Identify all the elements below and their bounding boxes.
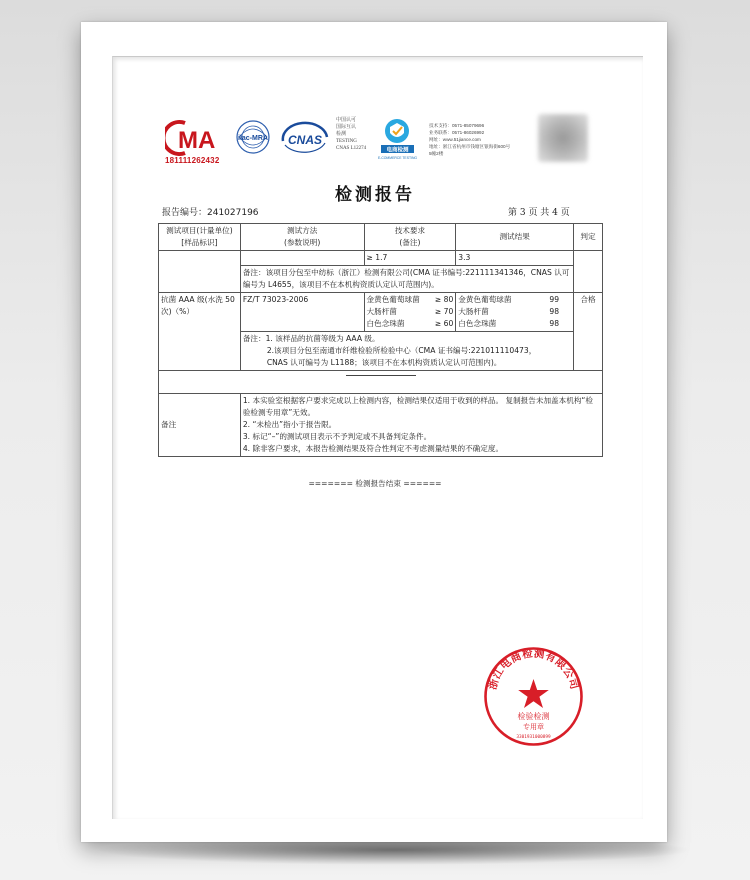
table-row — [159, 251, 603, 266]
seal-serial: 3301931000899 — [516, 735, 551, 740]
note2 — [240, 332, 573, 371]
header-req-sub: (备注) — [399, 238, 421, 247]
remark-line: 3. 标记“–”的测试项目表示不予判定或不具备判定条件。 — [242, 432, 432, 441]
header-result: 测试结果 — [456, 224, 574, 251]
separator-row — [159, 371, 603, 394]
header-item-sub: [样品标识] — [181, 238, 218, 247]
results-table — [158, 223, 603, 457]
report-title: 检测报告 — [335, 185, 415, 205]
ecom-sub: E-COMMERCE TESTING — [377, 156, 418, 160]
row2-method: FZ/T 73023-2006 — [240, 293, 364, 332]
note1: 备注：该项目分包至中纺标（浙江）检测有限公司(CMA 证书编号:221111341346，CNAS 认可编号为 L4655，该项目不在本机构资质认定认可范围内)。 — [240, 266, 573, 293]
official-seal — [482, 645, 585, 748]
result-name: 白色念珠菌 — [458, 319, 497, 328]
contact-line: 5幢2楼 — [429, 151, 444, 156]
row1-req: ≥ 1.7 — [364, 251, 456, 266]
report-end-marker: ======= 检测报告结束 ====== — [308, 479, 442, 488]
note2-line: 2.该项目分包至南通市纤维检验所检验中心（CMA 证书编号:221011110473， — [266, 346, 537, 355]
seal-bottom-text: 专用章 — [523, 723, 544, 731]
table-row — [159, 293, 603, 332]
note2-line: CNAS 认可编号为 L1188；该项目不在本机构资质认定认可范围内)。 — [266, 358, 502, 367]
separator-cell — [159, 371, 603, 394]
req-name: 白色念珠菌 — [366, 319, 405, 328]
report-number: 报告编号：241027196 — [162, 208, 259, 218]
separator-line — [346, 375, 416, 376]
cnas-caption — [336, 117, 366, 152]
remark-line: 2. “未检出”指小于报告限。 — [242, 420, 337, 429]
seal-arc-text: 浙江电商检测有限公司 — [486, 647, 581, 691]
row1-item — [159, 251, 241, 293]
result-val: 98 — [549, 307, 560, 316]
seal-center-text: 检验检测 — [517, 712, 550, 721]
result-name: 金黄色葡萄球菌 — [458, 295, 512, 304]
cnas-logo — [279, 119, 331, 159]
cnas-text: CNAS — [287, 133, 323, 147]
ecom-label: 电商检测 — [386, 147, 409, 154]
header-method-sub: (参数说明) — [284, 238, 321, 247]
cnas-line: 国际互认 — [336, 125, 357, 130]
remark-line: 1. 本实验室根据客户要求完成以上检测内容，检测结果仅适用于收到的样品。 复制报告未加盖本机构“检验检测专用章”无效。 — [242, 396, 593, 417]
header-method-text: 测试方法 — [286, 226, 318, 235]
req-val: ≥ 60 — [434, 319, 454, 328]
result-name: 大肠杆菌 — [458, 307, 489, 316]
contact-info — [429, 122, 510, 157]
header-req-text: 技术要求 — [394, 226, 426, 235]
result-line — [458, 318, 571, 330]
header-item — [159, 224, 241, 251]
cma-logo — [165, 117, 228, 159]
result-val: 98 — [549, 319, 560, 328]
remarks-content — [240, 394, 602, 457]
header-item-text: 测试项目(计量单位) — [166, 226, 233, 235]
note2-line: 备注：1. 该样品的抗菌等级为 AAA 级。 — [242, 334, 380, 343]
ilac-mra-logo — [233, 117, 273, 163]
row2-req — [364, 293, 456, 332]
remarks-row — [159, 394, 603, 457]
cnas-line: TESTING — [336, 139, 357, 144]
contact-line: 业务联系：0571-86026992 — [429, 130, 485, 135]
row1-judge — [574, 251, 603, 293]
table-header-row — [159, 224, 603, 251]
result-line — [458, 306, 571, 318]
row1-method — [240, 251, 364, 266]
req-val: ≥ 70 — [434, 307, 454, 316]
req-val: ≥ 80 — [434, 295, 454, 304]
req-line — [367, 294, 454, 306]
header-method — [240, 224, 364, 251]
row2-judge: 合格 — [574, 293, 603, 371]
cnas-line: 检测 — [336, 132, 347, 137]
header-requirement — [364, 224, 456, 251]
row2-result — [456, 293, 574, 332]
remarks-label: 备注 — [159, 394, 241, 457]
row1-result: 3.3 — [456, 251, 574, 266]
header-judge: 判定 — [574, 224, 603, 251]
contact-line: 地址：浙江省杭州市钱塘区银海街600号 — [429, 144, 511, 149]
contact-line: 网址：www.51jiance.com — [429, 137, 481, 142]
result-line — [458, 294, 571, 306]
remark-line: 4. 除非客户要求，本报告检测结果及符合性判定不考虑测量结果的不确定度。 — [242, 444, 504, 453]
page-indicator: 第 3 页 共 4 页 — [508, 208, 570, 218]
result-val: 99 — [549, 295, 560, 304]
req-line — [367, 306, 454, 318]
req-name: 金黄色葡萄球菌 — [366, 295, 420, 304]
cnas-line: CNAS L12274 — [336, 146, 367, 151]
blurred-qr-code — [538, 114, 588, 162]
cnas-line: 中国认可 — [336, 118, 357, 123]
ecommerce-testing-logo — [375, 115, 420, 163]
row2-item: 抗菌 AAA 级(水洗 50 次)（%） — [159, 293, 241, 371]
ma-number: 181111262432 — [165, 156, 220, 165]
req-line — [367, 318, 454, 330]
ma-logo-text: MA — [178, 127, 216, 154]
contact-line: 技术支持：0571-85079696 — [429, 123, 485, 128]
ilac-text: ilac-MRA — [238, 135, 268, 142]
req-name: 大肠杆菌 — [366, 307, 397, 316]
